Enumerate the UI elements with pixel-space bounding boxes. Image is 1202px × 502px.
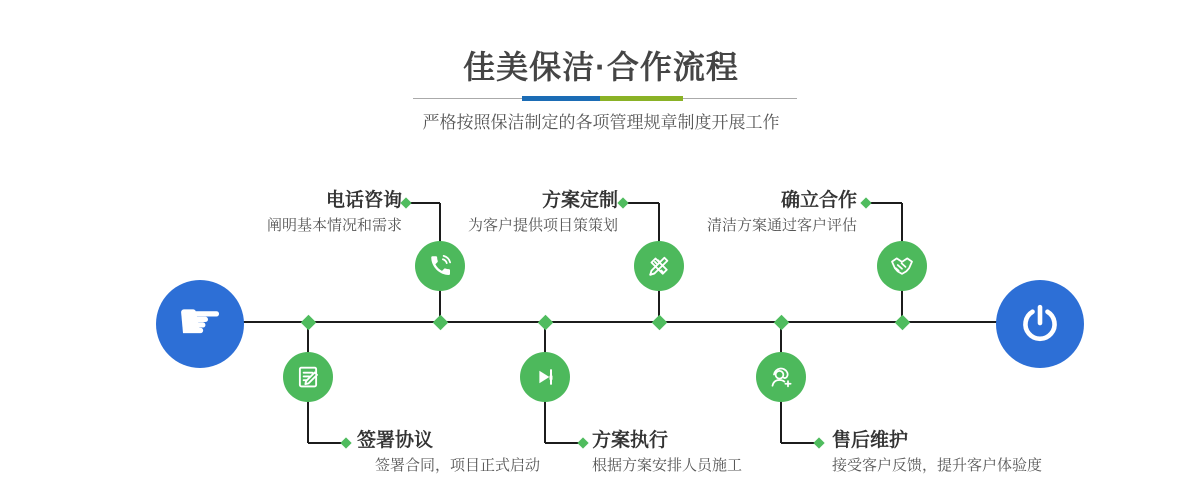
step-node-design [634, 241, 684, 291]
timeline-diamond [895, 315, 911, 331]
execute-play-icon [530, 362, 560, 392]
step-desc: 根据方案安排人员施工 [592, 457, 743, 474]
connector-bottom-2-arm [545, 442, 581, 444]
step-desc: 阐明基本情况和需求 [266, 217, 402, 234]
label-diamond [340, 437, 351, 448]
step-node-execute [520, 352, 570, 402]
start-node [156, 280, 244, 368]
connector-top-2-arm [624, 202, 659, 204]
step-title: 方案执行 [592, 430, 669, 451]
timeline-diamond [774, 315, 790, 331]
timeline-diamond [433, 315, 449, 331]
step-desc: 签署合同，项目正式启动 [375, 457, 541, 474]
page-subtitle: 严格按照保洁制定的各项管理规章制度开展工作 [422, 113, 780, 132]
phone-icon [425, 251, 455, 281]
connector-bottom-3-arm [781, 442, 817, 444]
handshake-icon [887, 251, 917, 281]
connector-bottom-1-arm [308, 442, 344, 444]
divider-blue-segment [522, 96, 600, 101]
design-tools-icon [644, 251, 674, 281]
step-title: 方案定制 [541, 190, 618, 211]
step-node-contract [283, 352, 333, 402]
page-title: 佳美保洁·合作流程 [463, 49, 739, 85]
step-desc: 接受客户反馈，提升客户体验度 [832, 457, 1043, 474]
step-title: 确立合作 [780, 190, 857, 211]
timeline-line [200, 321, 1040, 323]
label-diamond [617, 197, 628, 208]
end-node [996, 280, 1084, 368]
step-desc: 为客户提供项目策策划 [467, 217, 618, 234]
step-title: 售后维护 [832, 430, 909, 451]
step-title: 签署协议 [357, 430, 434, 451]
timeline-diamond [538, 315, 554, 331]
label-diamond [813, 437, 824, 448]
step-title: 电话咨询 [325, 190, 402, 211]
power-icon [1017, 301, 1063, 347]
step-label-contract [357, 430, 540, 475]
step-desc: 清洁方案通过客户评估 [706, 217, 857, 234]
timeline-diamond [652, 315, 668, 331]
step-node-phone [415, 241, 465, 291]
step-label-handshake [707, 190, 857, 235]
timeline-diamond [301, 315, 317, 331]
step-node-handshake [877, 241, 927, 291]
step-label-design [468, 190, 618, 235]
step-label-service [832, 430, 1042, 475]
step-node-service [756, 352, 806, 402]
customer-service-icon [766, 362, 796, 392]
pointing-hand-icon: ☛ [176, 292, 224, 352]
connector-top-3-arm [867, 202, 902, 204]
label-diamond [400, 197, 411, 208]
label-diamond [577, 437, 588, 448]
step-label-phone [267, 190, 402, 235]
step-label-execute [592, 430, 742, 475]
divider-green-segment [600, 96, 683, 101]
title-divider [413, 96, 797, 102]
contract-sign-icon [293, 362, 323, 392]
label-diamond [860, 197, 871, 208]
